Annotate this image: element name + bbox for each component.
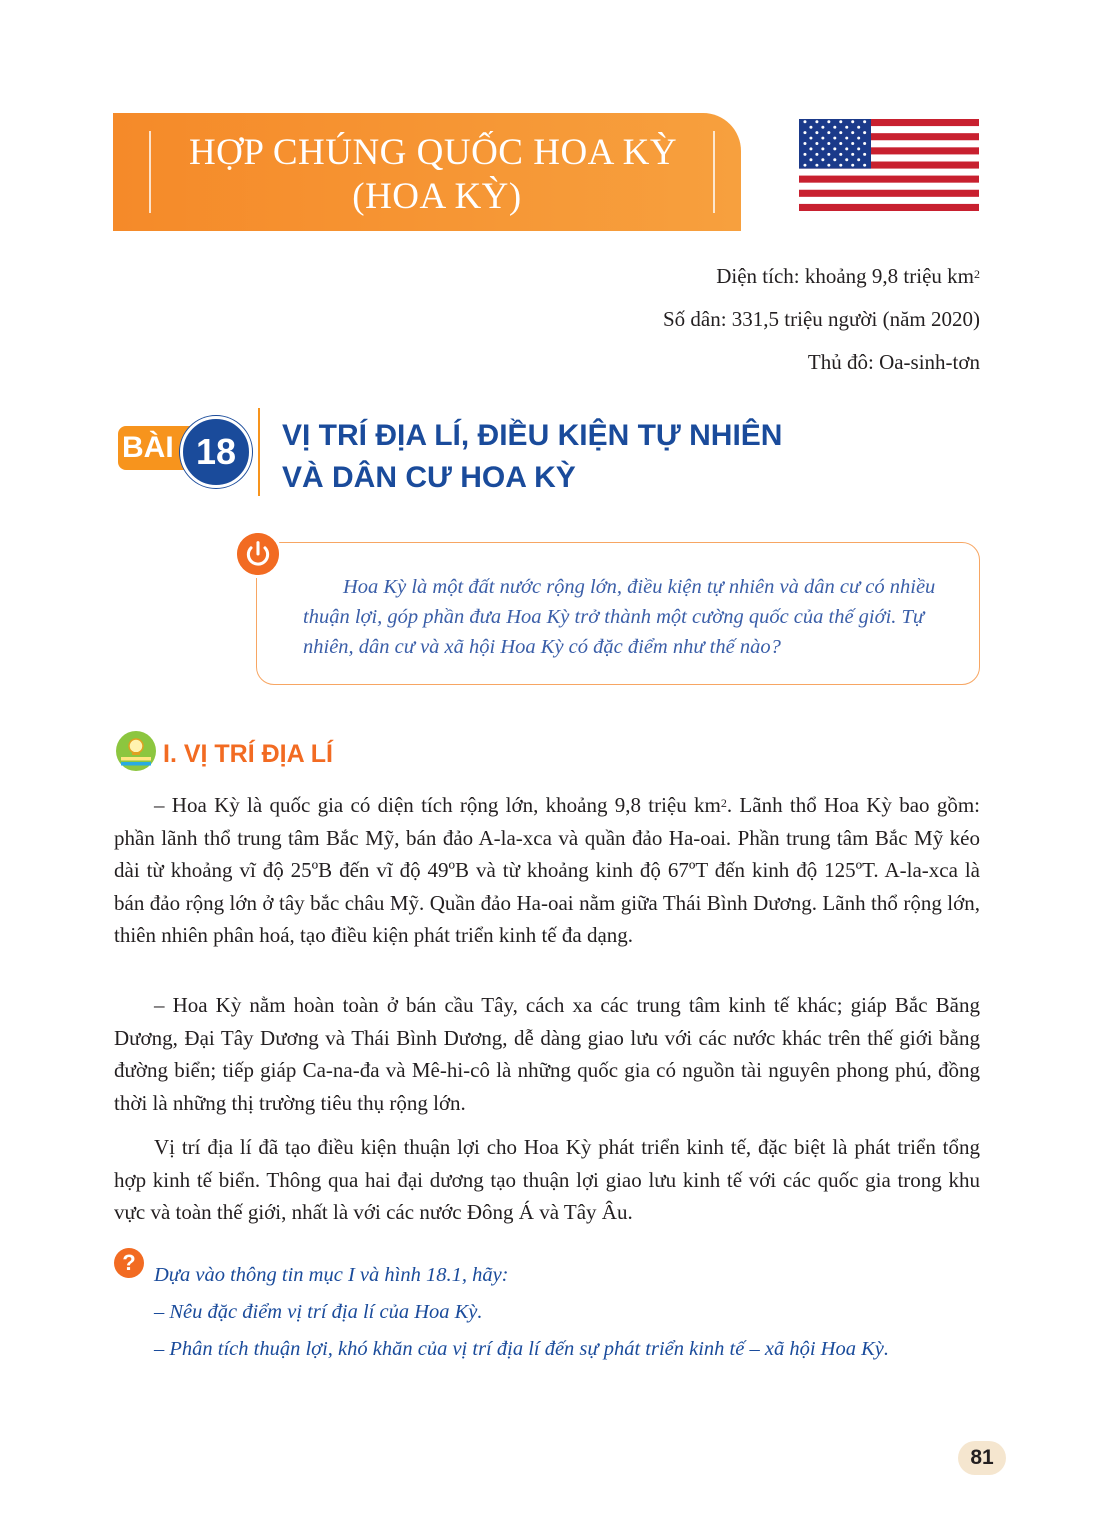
- us-flag-icon: [799, 119, 979, 211]
- question-icon: ?: [114, 1248, 144, 1278]
- power-icon: [234, 530, 282, 578]
- page-number: 81: [958, 1441, 1006, 1475]
- paragraph-2: – Hoa Kỳ nằm hoàn toàn ở bán cầu Tây, cách xa các trung tâm kinh tế khác; giáp Bắc Băng Dương, Đại Tây Dương và Thái Bình Dương, dễ dàng giao lưu với các nước khác trên thế giới bằng đường biển; tiếp giáp Ca-na-đa và Mê-hi-cô là những quốc gia có nguồn tài nguyên phong phú, đồng thời là những thị trường tiêu thụ rộng lớn.: [114, 993, 980, 1115]
- question-line1: Dựa vào thông tin mục I và hình 18.1, hãy:: [154, 1264, 509, 1286]
- page-title-line2: (HOA KỲ): [352, 176, 522, 217]
- lightbulb-icon: [115, 730, 157, 772]
- country-facts: [663, 255, 980, 384]
- section-title: I. VỊ TRÍ ĐỊA LÍ: [163, 740, 333, 768]
- fact-population: Số dân: 331,5 triệu người (năm 2020): [662, 307, 980, 331]
- intro-text: Hoa Kỳ là một đất nước rộng lớn, điều kiện tự nhiên và dân cư có nhiều thuận lợi, góp phần đưa Hoa Kỳ trở thành một cường quốc của thế giới. Tự nhiên, dân cư và xã hội Hoa Kỳ có đặc điểm như thế nào?: [303, 576, 936, 658]
- lesson-title-line2: VÀ DÂN CƯ HOA KỲ: [282, 461, 576, 494]
- paragraph-3: Vị trí địa lí đã tạo điều kiện thuận lợi cho Hoa Kỳ phát triển kinh tế, đặc biệt là phát triển tổng hợp kinh tế biển. Thông qua hai đại dương tạo thuận lợi giao lưu kinh tế với các quốc gia trong khu vực và toàn thế giới, nhất là với các nước Đông Á và Tây Âu.: [114, 1135, 980, 1224]
- lesson-divider: [258, 408, 260, 496]
- page-title-line1: HỢP CHÚNG QUỐC HOA KỲ: [188, 132, 678, 173]
- question-block: [154, 1257, 889, 1368]
- lesson-label: BÀI: [118, 426, 204, 470]
- lesson-title-line1: VỊ TRÍ ĐỊA LÍ, ĐIỀU KIỆN TỰ NHIÊN: [282, 419, 783, 452]
- fact-capital: Thủ đô: Oa-sinh-tơn: [807, 350, 980, 374]
- fact-area: Diện tích: khoảng 9,8 triệu $km^2$: [716, 264, 980, 288]
- lesson-title: [282, 415, 782, 499]
- paragraph-1: – Hoa Kỳ là quốc gia có diện tích rộng lớn, khoảng 9,8 triệu $km^2$. Lãnh thổ Hoa Kỳ bao gồm: phần lãnh thổ trung tâm Bắc Mỹ, bán đảo A-la-xca và quần đảo Ha-oai. Phần trung tâm Bắc Mỹ kéo dài từ khoảng vĩ độ 25ºB đến vĩ độ 49ºB và từ khoảng kinh độ 67ºT đến kinh độ 125ºT. A-la-xca là bán đảo rộng lớn ở tây bắc châu Mỹ. Quần đảo Ha-oai nằm giữa Thái Bình Dương. Lãnh thổ rộng lớn, thiên nhiên phân hoá, tạo điều kiện phát triển kinh tế đa dạng.: [114, 793, 981, 947]
- question-line3: – Phân tích thuận lợi, khó khăn của vị trí địa lí đến sự phát triển kinh tế – xã hội Hoa Kỳ.: [154, 1338, 889, 1360]
- lesson-number-badge: 18: [180, 416, 252, 488]
- title-banner: [113, 113, 741, 231]
- question-line2: – Nêu đặc điểm vị trí địa lí của Hoa Kỳ.: [154, 1301, 483, 1323]
